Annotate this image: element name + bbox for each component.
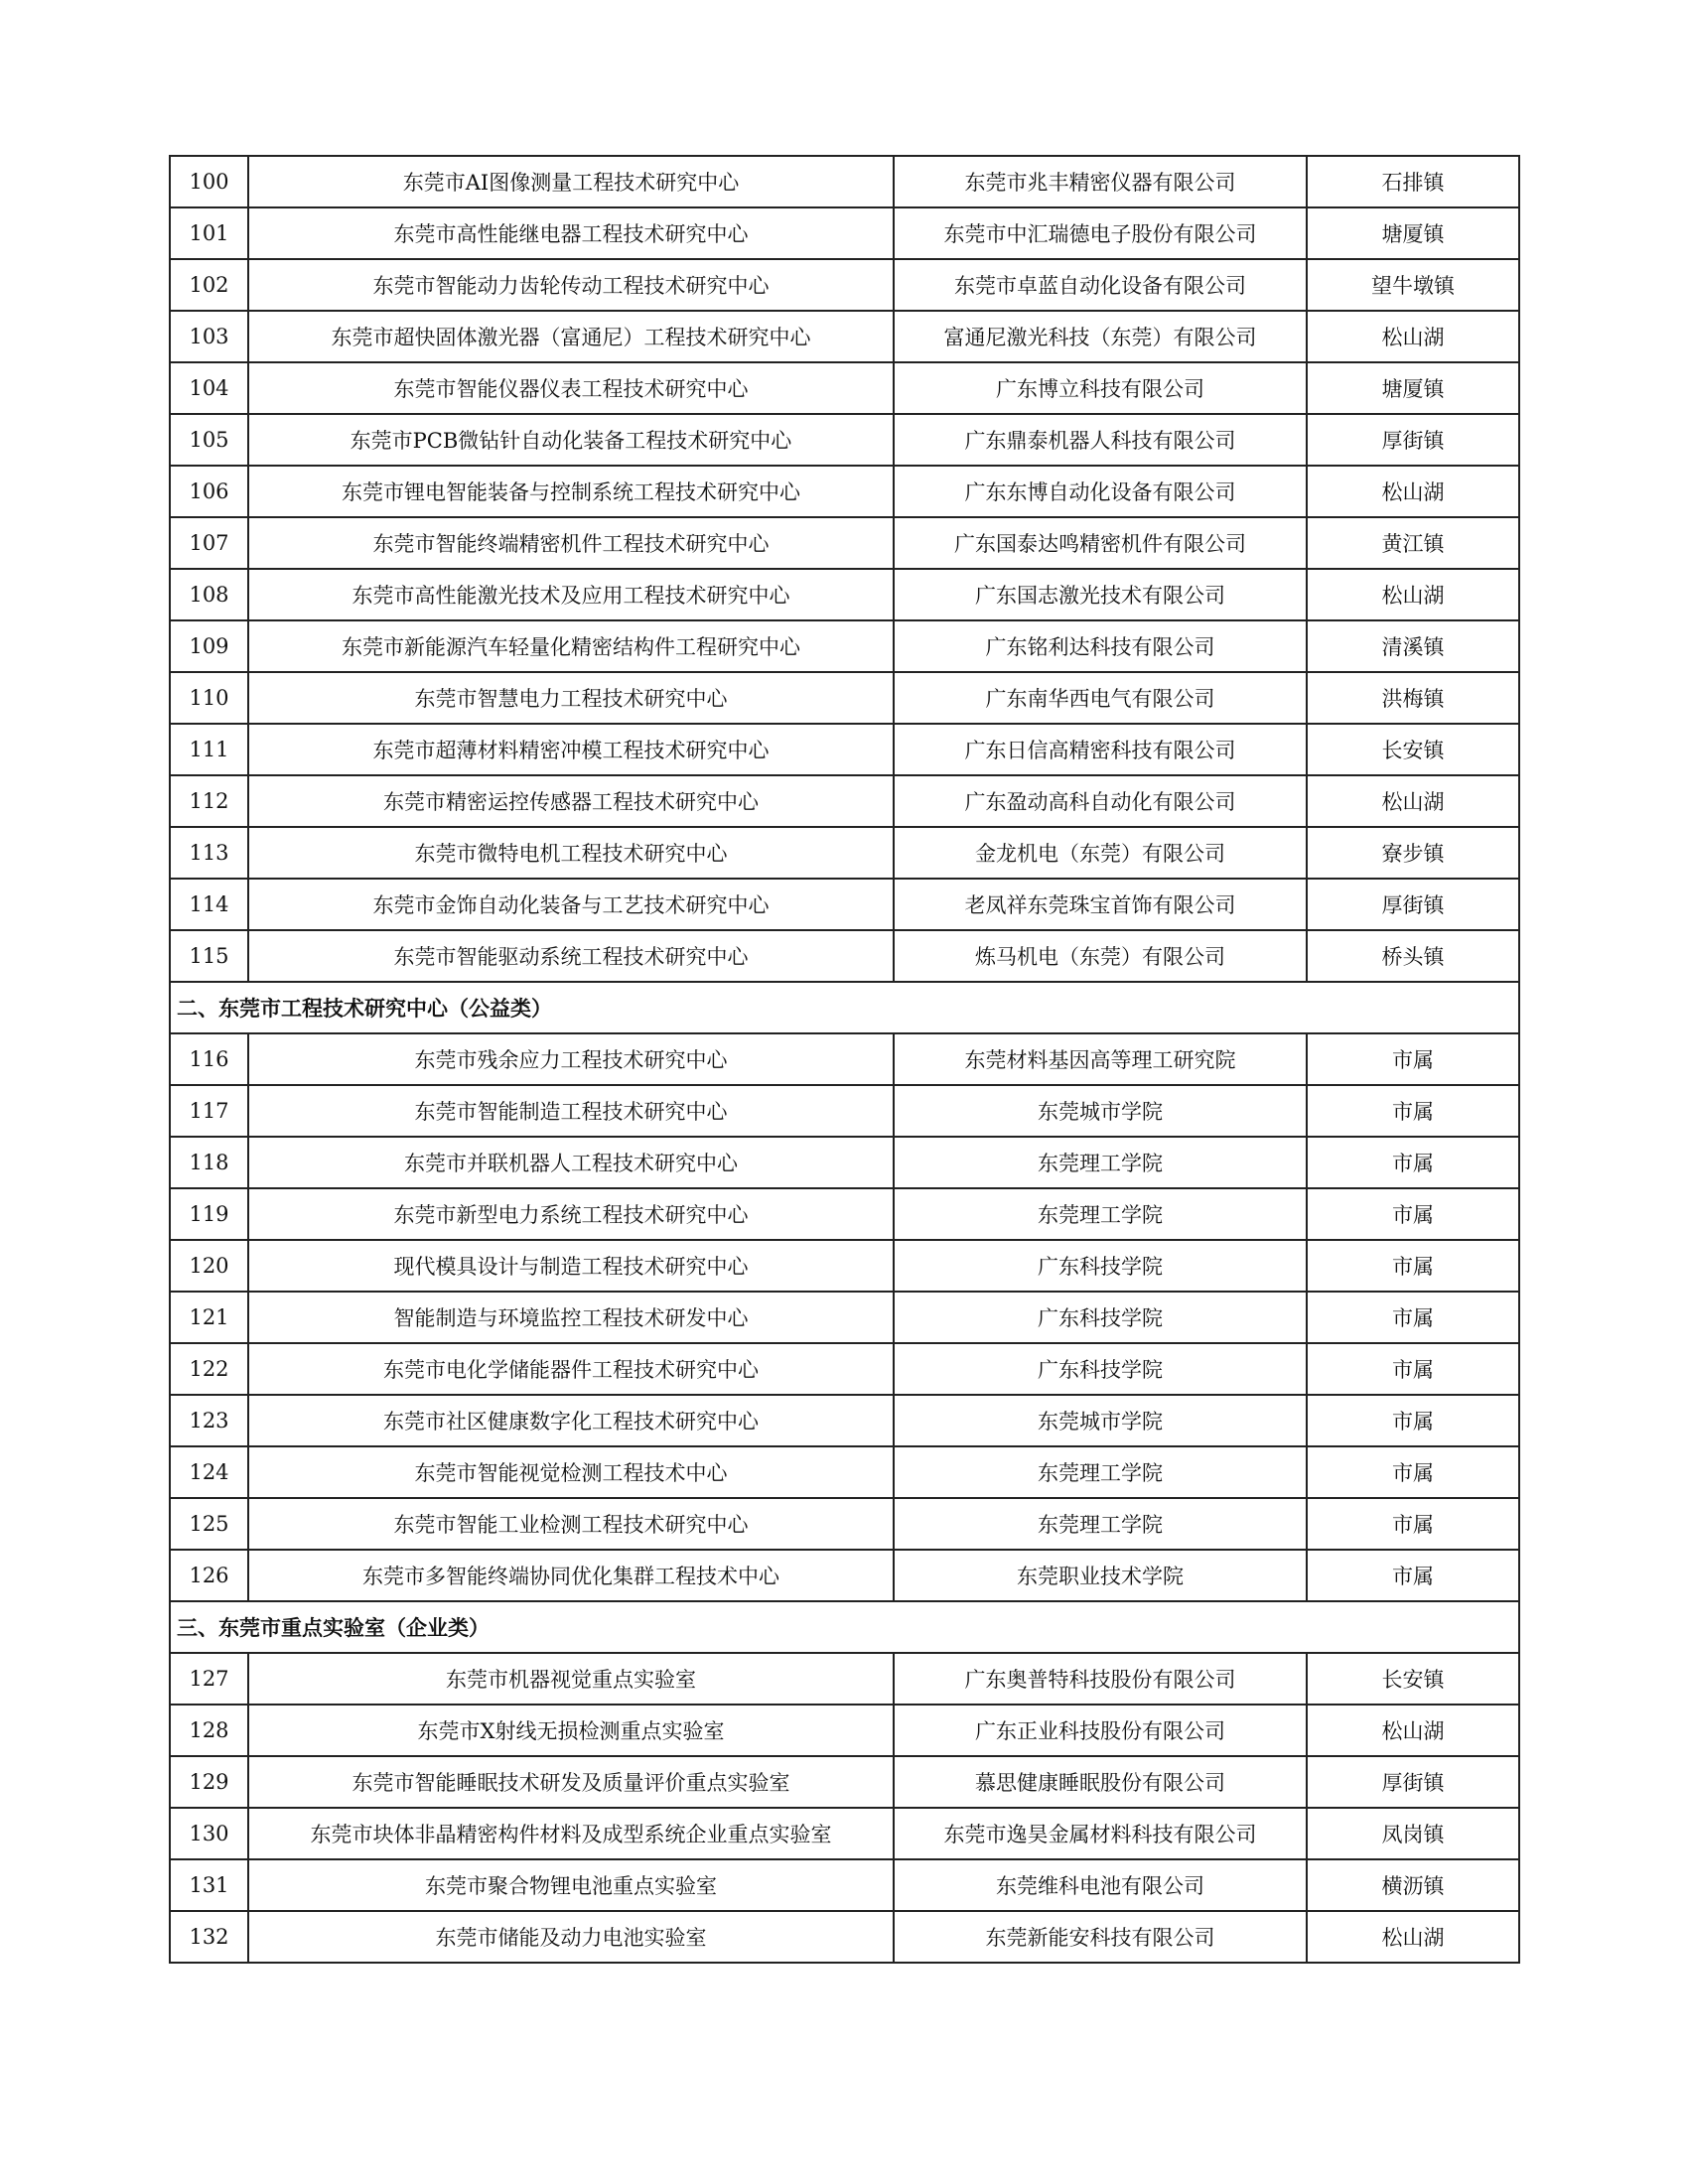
organization-name: 东莞市兆丰精密仪器有限公司 bbox=[894, 156, 1307, 207]
row-number: 127 bbox=[170, 1653, 248, 1705]
organization-name: 广东鼎泰机器人科技有限公司 bbox=[894, 414, 1307, 466]
table-row bbox=[170, 569, 1519, 620]
table-row bbox=[170, 1550, 1519, 1601]
center-name: 东莞市社区健康数字化工程技术研究中心 bbox=[248, 1395, 894, 1446]
district-name: 黄江镇 bbox=[1307, 517, 1519, 569]
center-name: 东莞市高性能激光技术及应用工程技术研究中心 bbox=[248, 569, 894, 620]
organization-name: 东莞城市学院 bbox=[894, 1395, 1307, 1446]
district-name: 寮步镇 bbox=[1307, 827, 1519, 879]
district-name: 石排镇 bbox=[1307, 156, 1519, 207]
row-number: 120 bbox=[170, 1240, 248, 1292]
organization-name: 广东铭利达科技有限公司 bbox=[894, 620, 1307, 672]
district-name: 市属 bbox=[1307, 1240, 1519, 1292]
table-row bbox=[170, 1292, 1519, 1343]
organization-name: 广东正业科技股份有限公司 bbox=[894, 1705, 1307, 1756]
organization-name: 广东南华西电气有限公司 bbox=[894, 672, 1307, 724]
organization-name: 东莞职业技术学院 bbox=[894, 1550, 1307, 1601]
organization-name: 广东科技学院 bbox=[894, 1292, 1307, 1343]
organization-name: 富通尼激光科技（东莞）有限公司 bbox=[894, 311, 1307, 362]
row-number: 124 bbox=[170, 1446, 248, 1498]
organization-name: 广东博立科技有限公司 bbox=[894, 362, 1307, 414]
row-number: 131 bbox=[170, 1859, 248, 1911]
district-name: 清溪镇 bbox=[1307, 620, 1519, 672]
row-number: 116 bbox=[170, 1033, 248, 1085]
district-name: 横沥镇 bbox=[1307, 1859, 1519, 1911]
table-row bbox=[170, 414, 1519, 466]
center-name: 东莞市X射线无损检测重点实验室 bbox=[248, 1705, 894, 1756]
row-number: 101 bbox=[170, 207, 248, 259]
district-name: 松山湖 bbox=[1307, 466, 1519, 517]
organization-name: 金龙机电（东莞）有限公司 bbox=[894, 827, 1307, 879]
section-header-row bbox=[170, 982, 1519, 1033]
row-number: 105 bbox=[170, 414, 248, 466]
row-number: 128 bbox=[170, 1705, 248, 1756]
center-name: 东莞市金饰自动化装备与工艺技术研究中心 bbox=[248, 879, 894, 930]
center-name: 东莞市储能及动力电池实验室 bbox=[248, 1911, 894, 1963]
center-name: 东莞市块体非晶精密构件材料及成型系统企业重点实验室 bbox=[248, 1808, 894, 1859]
table-row bbox=[170, 1240, 1519, 1292]
center-name: 东莞市聚合物锂电池重点实验室 bbox=[248, 1859, 894, 1911]
organization-name: 广东国志激光技术有限公司 bbox=[894, 569, 1307, 620]
table-row bbox=[170, 1446, 1519, 1498]
center-name: 东莞市并联机器人工程技术研究中心 bbox=[248, 1137, 894, 1188]
row-number: 100 bbox=[170, 156, 248, 207]
table-row bbox=[170, 1705, 1519, 1756]
organization-name: 炼马机电（东莞）有限公司 bbox=[894, 930, 1307, 982]
district-name: 松山湖 bbox=[1307, 1705, 1519, 1756]
table-row bbox=[170, 672, 1519, 724]
district-name: 长安镇 bbox=[1307, 1653, 1519, 1705]
organization-name: 东莞理工学院 bbox=[894, 1498, 1307, 1550]
district-name: 厚街镇 bbox=[1307, 879, 1519, 930]
district-name: 松山湖 bbox=[1307, 1911, 1519, 1963]
organization-name: 东莞市中汇瑞德电子股份有限公司 bbox=[894, 207, 1307, 259]
district-name: 市属 bbox=[1307, 1550, 1519, 1601]
center-name: 现代模具设计与制造工程技术研究中心 bbox=[248, 1240, 894, 1292]
organization-name: 广东科技学院 bbox=[894, 1240, 1307, 1292]
district-name: 市属 bbox=[1307, 1188, 1519, 1240]
table-row bbox=[170, 466, 1519, 517]
row-number: 107 bbox=[170, 517, 248, 569]
district-name: 市属 bbox=[1307, 1343, 1519, 1395]
district-name: 市属 bbox=[1307, 1395, 1519, 1446]
center-name: 东莞市电化学储能器件工程技术研究中心 bbox=[248, 1343, 894, 1395]
organization-name: 广东日信高精密科技有限公司 bbox=[894, 724, 1307, 775]
row-number: 102 bbox=[170, 259, 248, 311]
row-number: 114 bbox=[170, 879, 248, 930]
row-number: 123 bbox=[170, 1395, 248, 1446]
center-name: 东莞市智能睡眠技术研发及质量评价重点实验室 bbox=[248, 1756, 894, 1808]
organization-name: 东莞理工学院 bbox=[894, 1137, 1307, 1188]
center-name: 东莞市新型电力系统工程技术研究中心 bbox=[248, 1188, 894, 1240]
table-row bbox=[170, 1911, 1519, 1963]
organization-name: 东莞理工学院 bbox=[894, 1446, 1307, 1498]
district-name: 塘厦镇 bbox=[1307, 362, 1519, 414]
row-number: 113 bbox=[170, 827, 248, 879]
center-name: 东莞市残余应力工程技术研究中心 bbox=[248, 1033, 894, 1085]
table-row bbox=[170, 1137, 1519, 1188]
table-row bbox=[170, 724, 1519, 775]
section-title: 二、东莞市工程技术研究中心（公益类） bbox=[170, 982, 1519, 1033]
center-name: 东莞市新能源汽车轻量化精密结构件工程研究中心 bbox=[248, 620, 894, 672]
district-name: 凤岗镇 bbox=[1307, 1808, 1519, 1859]
center-name: 东莞市精密运控传感器工程技术研究中心 bbox=[248, 775, 894, 827]
center-name: 东莞市智能动力齿轮传动工程技术研究中心 bbox=[248, 259, 894, 311]
center-name: 东莞市智慧电力工程技术研究中心 bbox=[248, 672, 894, 724]
row-number: 122 bbox=[170, 1343, 248, 1395]
organization-name: 东莞城市学院 bbox=[894, 1085, 1307, 1137]
district-name: 松山湖 bbox=[1307, 775, 1519, 827]
center-name: 东莞市智能驱动系统工程技术研究中心 bbox=[248, 930, 894, 982]
row-number: 119 bbox=[170, 1188, 248, 1240]
district-name: 长安镇 bbox=[1307, 724, 1519, 775]
table-row bbox=[170, 1498, 1519, 1550]
district-name: 市属 bbox=[1307, 1085, 1519, 1137]
row-number: 132 bbox=[170, 1911, 248, 1963]
organization-name: 东莞市逸昊金属材料科技有限公司 bbox=[894, 1808, 1307, 1859]
center-name: 东莞市智能终端精密机件工程技术研究中心 bbox=[248, 517, 894, 569]
organization-name: 慕思健康睡眠股份有限公司 bbox=[894, 1756, 1307, 1808]
row-number: 125 bbox=[170, 1498, 248, 1550]
district-name: 市属 bbox=[1307, 1446, 1519, 1498]
district-name: 厚街镇 bbox=[1307, 1756, 1519, 1808]
section-title: 三、东莞市重点实验室（企业类） bbox=[170, 1601, 1519, 1653]
organization-name: 东莞市卓蓝自动化设备有限公司 bbox=[894, 259, 1307, 311]
table-row bbox=[170, 1808, 1519, 1859]
center-name: 东莞市超薄材料精密冲模工程技术研究中心 bbox=[248, 724, 894, 775]
table-row bbox=[170, 1343, 1519, 1395]
district-name: 桥头镇 bbox=[1307, 930, 1519, 982]
district-name: 市属 bbox=[1307, 1137, 1519, 1188]
row-number: 108 bbox=[170, 569, 248, 620]
center-name: 东莞市智能工业检测工程技术研究中心 bbox=[248, 1498, 894, 1550]
row-number: 129 bbox=[170, 1756, 248, 1808]
table-row bbox=[170, 207, 1519, 259]
row-number: 110 bbox=[170, 672, 248, 724]
organization-name: 老凤祥东莞珠宝首饰有限公司 bbox=[894, 879, 1307, 930]
district-name: 洪梅镇 bbox=[1307, 672, 1519, 724]
organization-name: 广东科技学院 bbox=[894, 1343, 1307, 1395]
center-name: 东莞市PCB微钻针自动化装备工程技术研究中心 bbox=[248, 414, 894, 466]
table-row bbox=[170, 362, 1519, 414]
table-row bbox=[170, 1395, 1519, 1446]
center-name: 东莞市锂电智能装备与控制系统工程技术研究中心 bbox=[248, 466, 894, 517]
center-name: 东莞市多智能终端协同优化集群工程技术中心 bbox=[248, 1550, 894, 1601]
table-row bbox=[170, 156, 1519, 207]
district-name: 望牛墩镇 bbox=[1307, 259, 1519, 311]
row-number: 106 bbox=[170, 466, 248, 517]
table-row bbox=[170, 879, 1519, 930]
section-header-row bbox=[170, 1601, 1519, 1653]
center-name: 东莞市机器视觉重点实验室 bbox=[248, 1653, 894, 1705]
row-number: 126 bbox=[170, 1550, 248, 1601]
table-row bbox=[170, 517, 1519, 569]
table-row bbox=[170, 1033, 1519, 1085]
organization-name: 广东盈动高科自动化有限公司 bbox=[894, 775, 1307, 827]
row-number: 118 bbox=[170, 1137, 248, 1188]
table-row bbox=[170, 620, 1519, 672]
organization-name: 东莞维科电池有限公司 bbox=[894, 1859, 1307, 1911]
row-number: 103 bbox=[170, 311, 248, 362]
center-name: 东莞市微特电机工程技术研究中心 bbox=[248, 827, 894, 879]
table-row bbox=[170, 930, 1519, 982]
organization-name: 广东国泰达鸣精密机件有限公司 bbox=[894, 517, 1307, 569]
table-row bbox=[170, 259, 1519, 311]
table-body bbox=[170, 156, 1519, 1963]
table-row bbox=[170, 775, 1519, 827]
row-number: 115 bbox=[170, 930, 248, 982]
center-name: 东莞市高性能继电器工程技术研究中心 bbox=[248, 207, 894, 259]
organization-name: 广东东博自动化设备有限公司 bbox=[894, 466, 1307, 517]
row-number: 121 bbox=[170, 1292, 248, 1343]
organization-name: 东莞理工学院 bbox=[894, 1188, 1307, 1240]
center-name: 东莞市智能制造工程技术研究中心 bbox=[248, 1085, 894, 1137]
table-row bbox=[170, 827, 1519, 879]
table-row bbox=[170, 1859, 1519, 1911]
center-name: 东莞市AI图像测量工程技术研究中心 bbox=[248, 156, 894, 207]
district-name: 市属 bbox=[1307, 1292, 1519, 1343]
district-name: 松山湖 bbox=[1307, 311, 1519, 362]
row-number: 117 bbox=[170, 1085, 248, 1137]
row-number: 112 bbox=[170, 775, 248, 827]
district-name: 厚街镇 bbox=[1307, 414, 1519, 466]
table-row bbox=[170, 1085, 1519, 1137]
row-number: 109 bbox=[170, 620, 248, 672]
table-row bbox=[170, 1188, 1519, 1240]
district-name: 塘厦镇 bbox=[1307, 207, 1519, 259]
district-name: 松山湖 bbox=[1307, 569, 1519, 620]
center-name: 东莞市超快固体激光器（富通尼）工程技术研究中心 bbox=[248, 311, 894, 362]
organization-name: 广东奥普特科技股份有限公司 bbox=[894, 1653, 1307, 1705]
organization-name: 东莞材料基因高等理工研究院 bbox=[894, 1033, 1307, 1085]
district-name: 市属 bbox=[1307, 1033, 1519, 1085]
center-name: 智能制造与环境监控工程技术研发中心 bbox=[248, 1292, 894, 1343]
center-name: 东莞市智能仪器仪表工程技术研究中心 bbox=[248, 362, 894, 414]
district-name: 市属 bbox=[1307, 1498, 1519, 1550]
table-row bbox=[170, 311, 1519, 362]
document-table bbox=[169, 155, 1520, 1964]
organization-name: 东莞新能安科技有限公司 bbox=[894, 1911, 1307, 1963]
row-number: 130 bbox=[170, 1808, 248, 1859]
table-row bbox=[170, 1653, 1519, 1705]
table-row bbox=[170, 1756, 1519, 1808]
row-number: 104 bbox=[170, 362, 248, 414]
row-number: 111 bbox=[170, 724, 248, 775]
center-name: 东莞市智能视觉检测工程技术中心 bbox=[248, 1446, 894, 1498]
